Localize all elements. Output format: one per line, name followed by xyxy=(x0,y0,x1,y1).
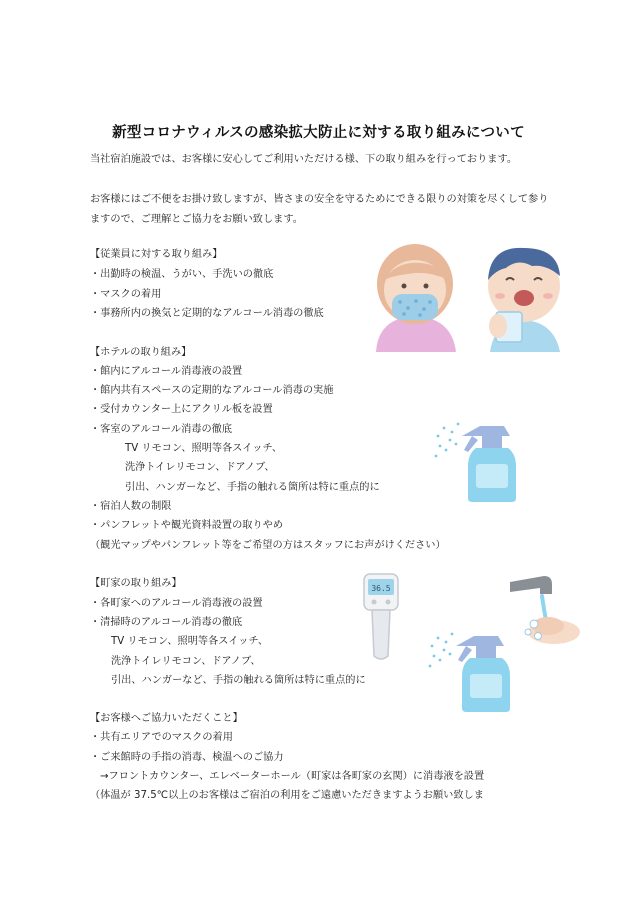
machiya-item: ・各町家へのアルコール消毒液の設置 xyxy=(90,598,263,609)
machiya-sub-item: 洗浄トイレリモコン、ドアノブ、 xyxy=(111,656,261,667)
intro-paragraph-2: お客様にはご不便をお掛け致しますが、皆さまの安全を守るためにできる限りの対策を尽くして参りますので、ご理解とご協力をお願い致します。 xyxy=(90,194,549,225)
hotel-item: ・パンフレットや観光資料設置の取りやめ xyxy=(90,520,284,531)
hotel-item: ・宿泊人数の制限 xyxy=(90,501,172,512)
spray-trigger xyxy=(462,426,510,436)
staff-item: ・出勤時の検温、うがい、手洗いの徹底 xyxy=(90,269,274,280)
masked-girl-illustration xyxy=(368,240,463,352)
hotel-item: ・受付カウンター上にアクリル板を設置 xyxy=(90,404,273,415)
guest-temperature-note: （体温が 37.5℃以上のお客様はご宿泊の利用をご遠慮いただきますようお願い致しま xyxy=(90,790,484,801)
hotel-heading: 【ホテルの取り組み】 xyxy=(90,347,192,358)
hotel-sub-item: TV リモコン、照明等各スイッチ、 xyxy=(125,443,283,454)
face-mask xyxy=(392,294,438,320)
page-title: 新型コロナウィルスの感染拡大防止に対する取り組みについて xyxy=(112,125,525,141)
machiya-item: ・清掃時のアルコール消毒の徹底 xyxy=(90,617,243,628)
staff-item: ・事務所内の換気と定期的なアルコール消毒の徹底 xyxy=(90,308,324,319)
hotel-sub-item: 洗浄トイレリモコン、ドアノブ、 xyxy=(125,462,275,473)
machiya-sub-item: 引出、ハンガーなど、手指の触れる箇所は特に重点的に xyxy=(111,675,366,686)
spray-bottle-illustration-2 xyxy=(426,620,521,712)
hotel-sub-item: 引出、ハンガーなど、手指の触れる箇所は特に重点的に xyxy=(125,482,380,493)
staff-item: ・マスクの着用 xyxy=(90,289,162,300)
gargling-boy-illustration xyxy=(476,240,571,352)
hotel-note: （観光マップやパンフレット等をご希望の方はスタッフにお声がけください） xyxy=(90,540,446,551)
spray-trigger xyxy=(456,636,504,646)
machiya-sub-item: TV リモコン、照明等各スイッチ、 xyxy=(111,636,269,647)
open-mouth xyxy=(514,290,534,306)
hotel-item: ・館内にアルコール消毒液の設置 xyxy=(90,366,243,377)
machiya-heading: 【町家の取り組み】 xyxy=(90,578,182,589)
spray-bottle-illustration xyxy=(432,410,527,502)
hotel-item: ・館内共有スペースの定期的なアルコール消毒の実施 xyxy=(90,385,334,396)
guest-item: ・ご来館時の手指の消毒、検温へのご協力 xyxy=(90,752,284,763)
guest-heading: 【お客様へご協力いただくこと】 xyxy=(90,713,243,724)
thermometer-grip xyxy=(372,610,390,659)
hotel-item: ・客室のアルコール消毒の徹底 xyxy=(90,424,233,435)
thermometer-reading: 36.5 xyxy=(371,584,391,593)
guest-arrow-note: →フロントカウンター、エレベーターホール（町家は各町家の玄関）に消毒液を設置 xyxy=(100,771,485,782)
staff-heading: 【従業員に対する取り組み】 xyxy=(90,249,223,260)
dispenser-nozzle xyxy=(510,576,552,594)
intro-paragraph-1: 当社宿泊施設では、お客様に安心してご利用いただける様、下の取り組みを行っております。 xyxy=(90,154,518,165)
guest-item: ・共有エリアでのマスクの着用 xyxy=(90,732,233,743)
thermometer-illustration xyxy=(362,572,402,662)
